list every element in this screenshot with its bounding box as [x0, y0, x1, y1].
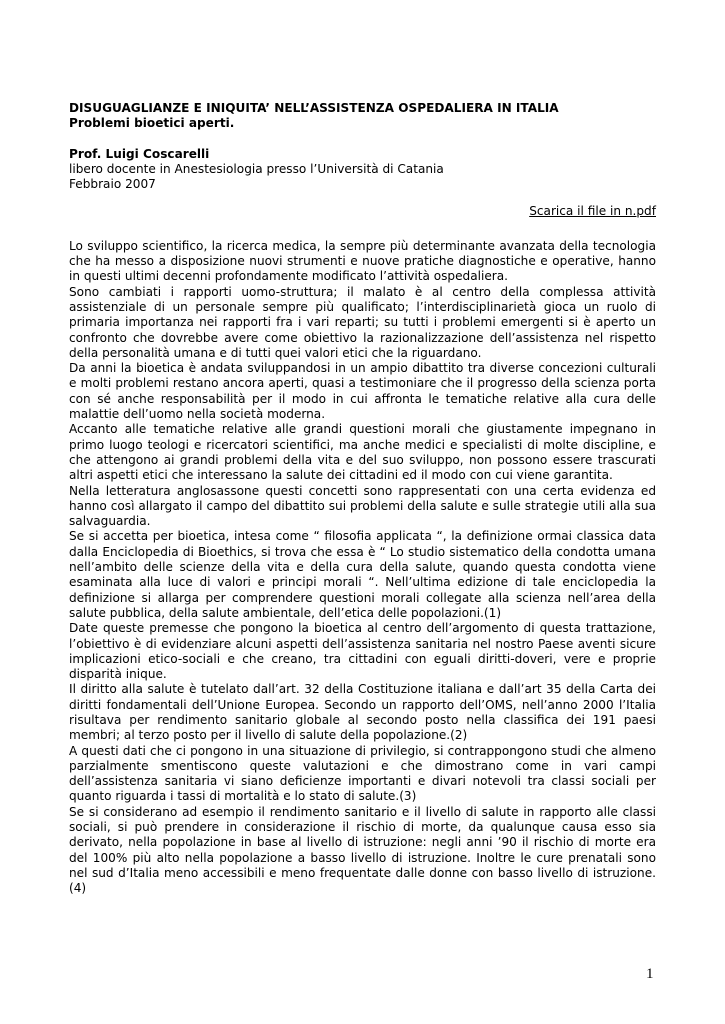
document-title: DISUGUAGLIANZE E INIQUITA’ NELL’ASSISTENZA OSPEDALIERA IN ITALIA — [69, 101, 559, 115]
body-text — [69, 239, 656, 897]
paragraph: Sono cambiati i rapporti uomo-struttura; il malato è al centro della complessa attività assistenziale di un personale sempre più qualificato; l’interdisciplinarietà gioca un ruolo di primaria importanza nei rapporti fra i vari reparti; su tutti i problemi emergenti si è aperto un confronto che dovrebbe avere come obiettivo la razionalizzazione dell’assistenza nel rispetto della personalità umana e di tutti quei valori etici che la riguardano. — [69, 284, 656, 360]
paragraph: Se si accetta per bioetica, intesa come “ filosofia applicata “, la definizione ormai classica data dalla Enciclopedia di Bioethics, si trova che essa è “ Lo studio sistematico della condotta umana nell’ambito delle scienze della vita e della cura della salute, quando questa condotta viene esaminata alla luce di valori e principi morali “. Nell’ultima edizione di tale enciclopedia la definizione si allarga per comprendere questioni morali collegate alla scienza nell’area della salute pubblica, della salute ambientale, dell’etica delle popolazioni.(1) — [69, 529, 656, 620]
paragraph: Accanto alle tematiche relative alle grandi questioni morali che giustamente impegnano in primo luogo teologi e ricercatori scientifici, ma anche medici e specialisti di molte discipline, e che attengono ai grandi problemi della vita e del suo sviluppo, non possono essere trascurati altri aspetti etici che interessano la salute dei cittadini ed il modo con cui viene garantita. — [69, 422, 656, 483]
author-affiliation: libero docente in Anestesiologia presso l’Università di Catania — [69, 161, 444, 176]
paragraph: Se si considerano ad esempio il rendimento sanitario e il livello di salute in rapporto alle classi sociali, si può prendere in considerazione il rischio di morte, da qualunque causa esso sia derivato, nella popolazione in base al livello di istruzione: negli anni ’90 il rischio di morte era del 100% più alto nella popolazione a basso livello di istruzione. Inoltre le cure prenatali sono nel sud d’Italia meno accessibili e meno frequentate dalle donne con basso livello di istruzione.(4) — [69, 804, 656, 896]
paragraph: A questi dati che ci pongono in una situazione di privilegio, si contrappongono studi che almeno parzialmente smentiscono queste valutazioni e che dimostrano come in vari campi dell’assistenza sanitaria vi siano deficienze importanti e divari notevoli tra classi sociali per quanto riguarda i tassi di mortalità e lo stato di salute.(3) — [69, 743, 656, 804]
document-subtitle: Problemi bioetici aperti. — [69, 116, 235, 131]
paragraph: Il diritto alla salute è tutelato dall’art. 32 della Costituzione italiana e dall’art 35 della Carta dei diritti fondamentali dell’Unione Europea. Secondo un rapporto dell’OMS, nell’anno 2000 l’Italia risultava per rendimento sanitario globale al secondo posto nella classifica dei 191 paesi membri; al terzo posto per il livello di salute della popolazione.(2) — [69, 682, 656, 743]
author-name: Prof. Luigi Coscarelli — [69, 146, 210, 161]
paragraph: Nella letteratura anglosassone questi concetti sono rappresentati con una certa evidenza ed hanno così allargato il campo del dibattito sui problemi della salute e sulle strategie utili alla sua salvaguardia. — [69, 483, 656, 529]
document-content — [69, 101, 656, 897]
spacer — [69, 132, 656, 147]
paragraph: Lo sviluppo scientifico, la ricerca medica, la sempre più determinante avanzata della tecnologia che ha messo a disposizione nuovi strumenti e nuove pratiche diagnostiche e operative, hanno in questi ultimi decenni profondamente modificato l’attività ospedaliera. — [69, 238, 656, 284]
download-pdf-link[interactable]: Scarica il file in n.pdf — [529, 204, 656, 219]
page-number: 1 — [646, 966, 654, 982]
document-date: Febbraio 2007 — [69, 177, 156, 192]
paragraph: Date queste premesse che pongono la bioetica al centro dell’argomento di questa trattazione, l’obiettivo è di evidenziare alcuni aspetti dell’assistenza sanitaria nel nostro Paese aventi sicure implicazioni etico-sociali e che creano, tra cittadini con eguali diritti-doveri, vere e proprie disparità inique. — [69, 621, 656, 682]
paragraph: Da anni la bioetica è andata sviluppandosi in un ampio dibattito tra diverse concezioni culturali e molti problemi restano ancora aperti, quasi a testimoniare che il progresso della scienza porta con sé anche responsabilità per il modo in cui affronta le tematiche relative alla cura delle malattie dell’uomo nella società moderna. — [69, 361, 656, 422]
